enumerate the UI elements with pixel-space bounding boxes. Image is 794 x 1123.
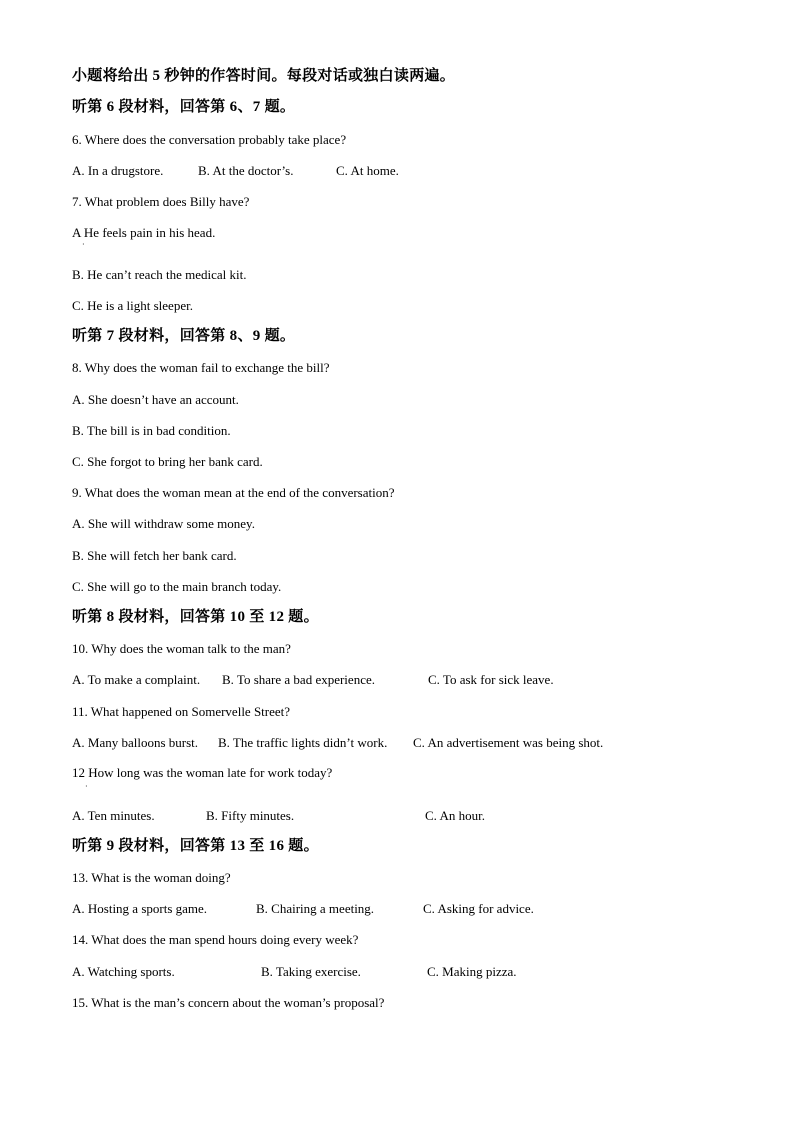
question-14-option-b[interactable]: B. Taking exercise. (261, 964, 361, 979)
question-11-option-b[interactable]: B. The traffic lights didn’t work. (218, 735, 388, 750)
question-14-stem: 14. What does the man spend hours doing every week? (72, 932, 359, 947)
question-6-option-b[interactable]: B. At the doctor’s. (198, 163, 294, 178)
question-9-option-b[interactable]: B. She will fetch her bank card. (72, 548, 237, 563)
question-10-option-b[interactable]: B. To share a bad experience. (222, 672, 375, 687)
question-10-stem: 10. Why does the woman talk to the man? (72, 641, 291, 656)
section-heading-9: 听第 9 段材料，回答第 13 至 16 题。 (72, 838, 319, 854)
timing-note: 小题将给出 5 秒钟的作答时间。每段对话或独白读两遍。 (72, 68, 456, 84)
question-7-option-a[interactable]: A He feels pain in his head. (72, 225, 216, 240)
question-10-option-c[interactable]: C. To ask for sick leave. (428, 672, 554, 687)
question-11-option-c[interactable]: C. An advertisement was being shot. (413, 735, 604, 750)
stray-dot-mark: · (85, 782, 88, 791)
question-7-option-c[interactable]: C. He is a light sleeper. (72, 298, 193, 313)
question-12-option-c[interactable]: C. An hour. (425, 808, 485, 823)
question-8-option-c[interactable]: C. She forgot to bring her bank card. (72, 454, 263, 469)
question-9-option-a[interactable]: A. She will withdraw some money. (72, 516, 255, 531)
question-15-stem: 15. What is the man’s concern about the woman’s proposal? (72, 995, 385, 1010)
question-13-option-a[interactable]: A. Hosting a sports game. (72, 901, 208, 916)
section-heading-7: 听第 7 段材料，回答第 8、9 题。 (72, 328, 296, 344)
question-6-stem: 6. Where does the conversation probably take place? (72, 132, 347, 147)
section-heading-6: 听第 6 段材料，回答第 6、7 题。 (72, 99, 296, 115)
question-6-option-a[interactable]: A. In a drugstore. (72, 163, 164, 178)
question-12-option-b[interactable]: B. Fifty minutes. (206, 808, 295, 823)
question-10-option-a[interactable]: A. To make a complaint. (72, 672, 201, 687)
question-12-stem: 12 How long was the woman late for work today? (72, 765, 333, 780)
question-6-option-c[interactable]: C. At home. (336, 163, 399, 178)
question-13-option-b[interactable]: B. Chairing a meeting. (256, 901, 375, 916)
stray-dot-mark: · (82, 240, 85, 249)
section-heading-8: 听第 8 段材料，回答第 10 至 12 题。 (72, 609, 319, 625)
question-13-option-c[interactable]: C. Asking for advice. (423, 901, 534, 916)
question-13-stem: 13. What is the woman doing? (72, 870, 231, 885)
question-11-stem: 11. What happened on Somervelle Street? (72, 704, 291, 719)
question-8-option-a[interactable]: A. She doesn’t have an account. (72, 392, 239, 407)
question-12-option-a[interactable]: A. Ten minutes. (72, 808, 155, 823)
question-9-option-c[interactable]: C. She will go to the main branch today. (72, 579, 282, 594)
question-7-stem: 7. What problem does Billy have? (72, 194, 250, 209)
question-8-stem: 8. Why does the woman fail to exchange the bill? (72, 360, 330, 375)
question-14-option-c[interactable]: C. Making pizza. (427, 964, 517, 979)
question-9-stem: 9. What does the woman mean at the end of the conversation? (72, 485, 395, 500)
question-11-option-a[interactable]: A. Many balloons burst. (72, 735, 199, 750)
question-14-option-a[interactable]: A. Watching sports. (72, 964, 175, 979)
question-7-option-b[interactable]: B. He can’t reach the medical kit. (72, 267, 247, 282)
question-8-option-b[interactable]: B. The bill is in bad condition. (72, 423, 231, 438)
